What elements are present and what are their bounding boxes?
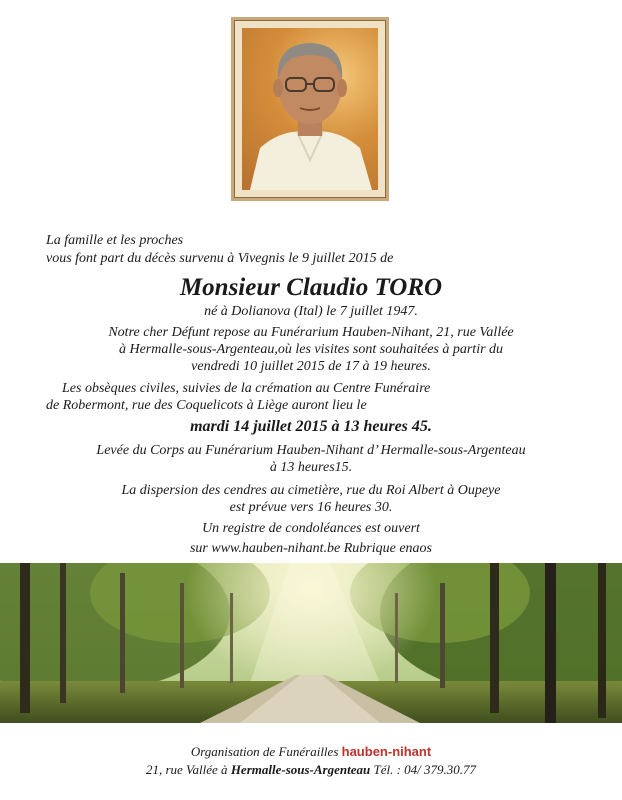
- footer-org-prefix: Organisation de Funérailles: [190, 744, 339, 759]
- portrait-person-icon: [242, 28, 378, 190]
- registry-line-1: Un registre de condoléances est ouvert: [202, 521, 420, 536]
- dispersion-line-1: La dispersion des cendres au cimetière, rue du Roi Albert à Oupeye: [121, 483, 501, 498]
- intro-line-1: La famille et les proches: [46, 233, 184, 248]
- portrait-photo: [242, 28, 378, 190]
- funeral-line-1: Les obsèques civiles, suivies de la crémation au Centre Funéraire: [62, 381, 431, 396]
- rest-line-3: vendredi 10 juillet 2015 de 17 à 19 heures.: [191, 359, 431, 374]
- levee-line-2: à 13 heures15.: [269, 460, 353, 475]
- footer-phone: Tél. : 04/ 379.30.77: [373, 762, 477, 777]
- brand-name: hauben-nihant: [341, 744, 432, 759]
- rest-line-1: Notre cher Défunt repose au Funérarium Hauben-Nihant, 21, rue Vallée: [108, 325, 514, 340]
- funeral-line-2: de Robermont, rue des Coquelicots à Liège auront lieu le: [46, 398, 367, 413]
- footer-address-prefix: 21, rue Vallée à: [145, 762, 228, 777]
- levee-line-1: Levée du Corps au Funérarium Hauben-Nihant d’ Hermalle-sous-Argenteau: [96, 443, 526, 458]
- footer-address-city: Hermalle-sous-Argenteau: [230, 762, 371, 777]
- dispersion-line-2: est prévue vers 16 heures 30.: [229, 500, 393, 515]
- intro-line-2: vous font part du décès survenu à Vivegnis le 9 juillet 2015 de: [46, 251, 394, 266]
- deceased-name: Monsieur Claudio TORO: [179, 274, 443, 301]
- portrait-frame: [231, 17, 389, 201]
- funeral-date: mardi 14 juillet 2015 à 13 heures 45.: [190, 418, 432, 435]
- forest-image: [0, 563, 622, 723]
- birth-line: né à Dolianova (Ital) le 7 juillet 1947.: [204, 304, 418, 319]
- footer-organisation: [0, 744, 622, 760]
- rest-line-2: à Hermalle-sous-Argenteau,où les visites sont souhaitées à partir du: [118, 342, 504, 357]
- footer-address: [0, 762, 622, 778]
- registry-line-2: sur www.hauben-nihant.be Rubrique enaos: [189, 541, 432, 556]
- forest-path-icon: [0, 563, 622, 723]
